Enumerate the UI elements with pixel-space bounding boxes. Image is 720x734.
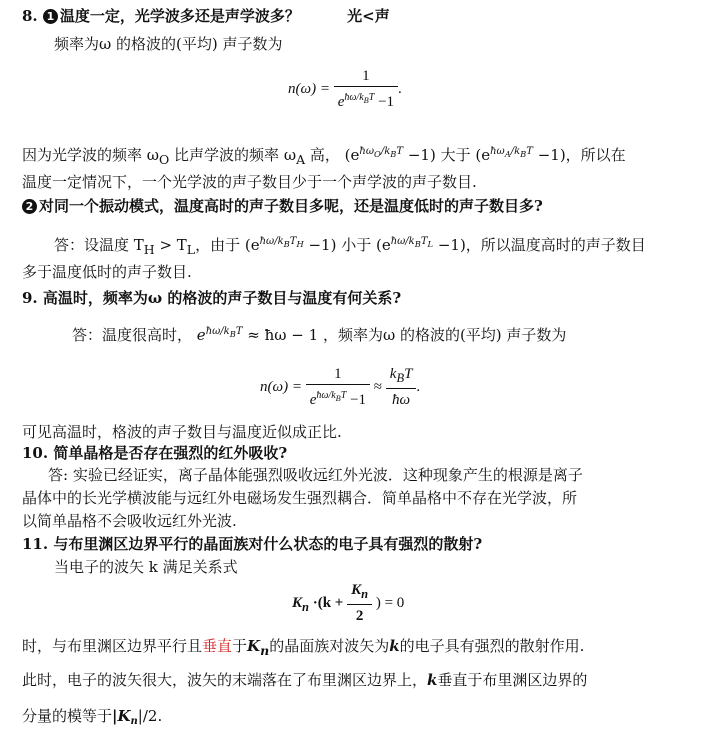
q11-k: k (389, 637, 400, 655)
q11-line2 (22, 636, 584, 661)
eq2-lhs: n(ω) = (260, 378, 302, 395)
q11-line3-k: k (427, 671, 438, 689)
eq3-sub: n (302, 599, 309, 614)
ans2-b: > T (154, 236, 187, 254)
q11-line2-a: 时，与布里渊区边界平行且 (22, 637, 203, 655)
q9-heading (22, 288, 401, 308)
q9-ans-a: 答：温度很高时， (72, 326, 193, 344)
q10-answer-line2: 晶体中的长光学横波能与远红外电磁场发生强烈耦合．简单晶格中不存在光学波，所 (22, 489, 578, 507)
eq2-denominator: $e^{ħ\omega/k_BT} -1$ (309, 390, 367, 408)
eq3-frac-den: 2 (355, 608, 364, 624)
eq3-rhs: ) = 0 (375, 594, 405, 611)
eq2-numerator: 1 (306, 364, 370, 385)
q11-number: 11. (22, 535, 49, 553)
para1-f: −1) 大于 (e (403, 146, 491, 164)
q8-line2: 频率为ω 的格波的(平均) 声子数为 (54, 35, 283, 53)
q11-heading (22, 534, 482, 554)
part1-marker: 1 (43, 9, 58, 24)
q11-highlight-perpendicular: 垂直 (202, 637, 233, 655)
q9-ans-d: ，频率为ω 的格波的(平均) 声子数为 (322, 326, 567, 344)
q9-number: 9. (22, 289, 38, 307)
q11-line3 (22, 670, 587, 690)
q8-part2-question: 对同一个振动模式，温度高时的声子数目多呢，还是温度低时的声子数目多? (39, 197, 543, 215)
ans2-d: −1) 小于 (e (303, 236, 391, 254)
q11-line4-d: . (157, 707, 163, 725)
para1-e: ħω (359, 146, 375, 157)
para1-c: 高， (309, 146, 340, 164)
q10-question: 简单晶格是否存在强烈的红外吸收? (53, 444, 288, 462)
q11-line4: 分量的模等于$|K_n|/2$. (22, 707, 163, 727)
q11-line2-b: 于 (232, 637, 248, 655)
q9-answer-line: 答：温度很高时， $e^{ħ\omega/k_BT}$ ≈ ħω − 1 ，频率为ω 的格波的(平均) 声子数为 (72, 326, 567, 344)
eq2-num2-tail: T (404, 366, 413, 382)
q8-part2 (22, 196, 543, 216)
q10-number: 10. (22, 444, 49, 462)
eq1-fraction (334, 66, 398, 113)
q8-para1-line1: 因为光学波的频率 $\omega_O$ 比声学波的频率 $\omega_A$ 高， $(e^{ħ\omega_O/k_BT} -1)$ 大于 $(e^{ħ\omega_A/k_BT} -1)$，所以在 (22, 146, 626, 167)
ans2-a: 答：设温度 T (54, 236, 144, 254)
q10-heading (22, 443, 287, 463)
ans2-c: ，由于 (e (195, 236, 260, 254)
q8-part1-answer: 光<声 (347, 7, 390, 25)
q10-answer-line3: 以简单晶格不会吸收远红外光波. (22, 512, 237, 530)
eq3-mid: ·(k + (312, 594, 344, 611)
q11-Kn: $K_n$ (247, 637, 270, 658)
para1-g: −1)，所以在 (532, 146, 626, 164)
eq1-lhs: n(ω) = (288, 80, 330, 97)
para1-d: (e (344, 146, 360, 164)
eq3-fraction (347, 580, 372, 627)
eq2-approx: ≈ (373, 378, 383, 395)
eq2-denominator2: ħω (392, 392, 411, 408)
q9-ans-c: ≈ ħω − 1 (242, 326, 319, 344)
q8-answer2-line1: 答：设温度 $T_H > T_L$，由于 $(e^{ħ\omega/k_BT_H} -1)$ 小于 $(e^{ħ\omega/k_BT_L} -1)$，所以温度高时的声子数目 (54, 236, 646, 257)
q11-line2-d: 的电子具有强烈的散射作用. (399, 637, 585, 655)
q11-line3-b: 垂直于布里渊区边界的 (437, 671, 588, 689)
q11-equation (292, 580, 404, 627)
para1-b: 比声学波的频率 ω (174, 146, 297, 164)
q11-line3-a: 此时，电子的波矢很大，波矢的末端落在了布里渊区边界上， (22, 671, 428, 689)
eq2-fraction2 (386, 364, 417, 411)
q8-part1-question: 温度一定，光学波多还是声学波多？ (59, 7, 300, 25)
q8-number: 8. (22, 7, 38, 25)
q10-answer-line1: 答: 实验已经证实，离子晶体能强烈吸收远红外光波．这种现象产生的根源是离子 (48, 466, 583, 484)
q8-equation: n(ω) = $\frac{1}{e^{ħ\omega/k_BT} -1}$ . (288, 66, 402, 113)
q8-heading (22, 6, 390, 26)
q11-line2-c: 的晶面族对波矢为 (269, 637, 390, 655)
q9-equation: n(ω) = $\frac{1}{e^{ħ\omega/k_BT} -1}$ ≈ $\frac{k_BT}{ħ\omega}$ . (260, 364, 420, 411)
q11-line4-c: |/2 (137, 707, 158, 725)
q8-answer2-line2: 多于温度低时的声子数目. (22, 263, 192, 281)
eq1-minus: −1 (378, 94, 395, 110)
q9-question: 高温时，频率为ω 的格波的声子数目与温度有何关系? (42, 289, 402, 307)
eq3-frac-K: K (351, 582, 362, 598)
part2-marker: 2 (22, 199, 37, 214)
q9-ans-b: e (196, 326, 206, 344)
eq1-denominator: $e^{ħ\omega/k_BT} -1$ (337, 92, 395, 110)
q11-line4-a: 分量的模等于 (22, 707, 113, 725)
eq3-K: K (292, 594, 303, 611)
eq1-exp-tail: T (368, 92, 375, 103)
q11-question: 与布里渊区边界平行的晶面族对什么状态的电子具有强烈的散射? (53, 535, 483, 553)
eq3-frac-num: $K_n$ (347, 580, 372, 605)
q9-conclusion: 可见高温时，格波的声子数目与温度近似成正比. (22, 423, 342, 441)
q11-line1: 当电子的波矢 k 满足关系式 (54, 558, 238, 576)
eq2-num2-k: k (389, 366, 397, 382)
para1-a: 因为光学波的频率 ω (22, 146, 160, 164)
eq2-fraction1 (306, 364, 370, 411)
ans2-e: −1)，所以温度高时的声子数目 (433, 236, 646, 254)
eq1-numerator: 1 (334, 66, 398, 87)
eq1-exp: ħω/k (344, 92, 364, 103)
q11-line4-b: |K (112, 707, 131, 725)
q8-para1-line2: 温度一定情况下，一个光学波的声子数目少于一个声学波的声子数目. (22, 173, 477, 191)
eq2-numerator2: $k_BT$ (386, 364, 417, 389)
